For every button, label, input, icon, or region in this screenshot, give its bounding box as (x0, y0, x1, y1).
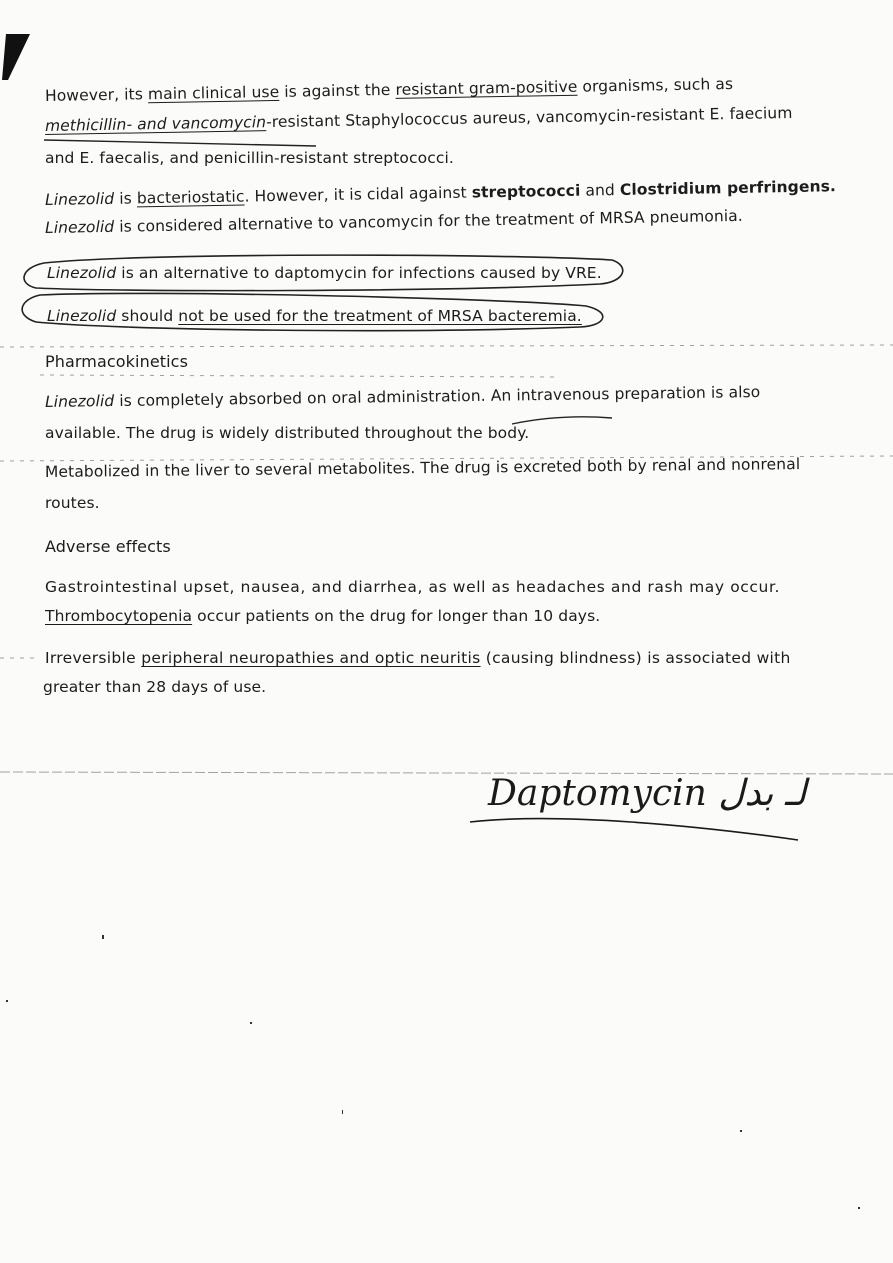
underlined-main-clinical-use: main clinical use (147, 82, 280, 104)
pharmacokinetics-paragraph-1-line-1: Linezolid is completely absorbed on oral administration. An intravenous preparation is also (44, 383, 761, 411)
paragraph-1-line-2: methicillin- and vancomycin-resistant Staphylococcus aureus, vancomycin-resistant E. faecium (44, 103, 793, 135)
adverse-effects-heading: Adverse effects (45, 537, 171, 556)
pharmacokinetics-paragraph-2-line-2: routes. (45, 494, 100, 512)
paragraph-2-line-1: Linezolid is bacteriostatic. However, it is cidal against streptococci and Clostridium perfringens. (44, 177, 837, 209)
paragraph-1-line-1: However, its main clinical use is against the resistant gram-positive organisms, such as (44, 74, 734, 105)
pharmacokinetics-paragraph-1-line-2: available. The drug is widely distributed throughout the body. (45, 424, 530, 442)
circled-statement-mrsa: Linezolid should not be used for the treatment of MRSA bacteremia. (47, 307, 582, 325)
adverse-paragraph-2-line-2: greater than 28 days of use. (43, 678, 267, 696)
pharmacokinetics-paragraph-2-line-1: Metabolized in the liver to several metabolites. The drug is excreted both by renal and nonrenal (44, 455, 801, 481)
adverse-paragraph-1-line-1: Gastrointestinal upset, nausea, and diarrhea, as well as headaches and rash may occur. (45, 578, 781, 596)
adverse-paragraph-1-line-2: Thrombocytopenia occur patients on the drug for longer than 10 days. (45, 607, 601, 625)
adverse-paragraph-2-line-1: Irreversible peripheral neuropathies and optic neuritis (causing blindness) is associated with (45, 649, 791, 667)
underlined-resistant-gram-positive: resistant gram-positive (395, 77, 578, 99)
pharmacokinetics-heading: Pharmacokinetics (45, 352, 189, 371)
paragraph-1-line-3: and E. faecalis, and penicillin-resistant streptococci. (45, 149, 454, 167)
paragraph-2-line-2: Linezolid is considered alternative to vancomycin for the treatment of MRSA pneumonia. (44, 206, 744, 237)
handwritten-underline (470, 819, 798, 840)
handwritten-note-text: Daptomycin لـ بدل (488, 773, 807, 814)
circled-statement-vre: Linezolid is an alternative to daptomycin for infections caused by VRE. (47, 264, 602, 282)
